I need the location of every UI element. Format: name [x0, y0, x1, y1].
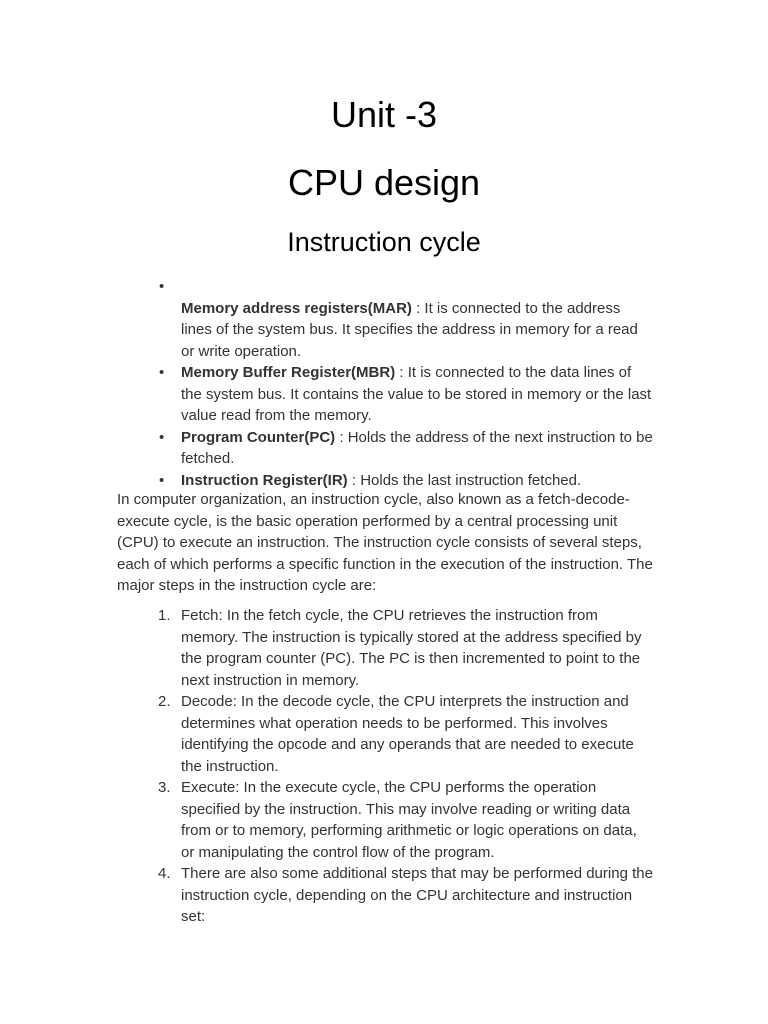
list-item-pc: [181, 427, 653, 470]
register-term: Memory address registers(MAR): [181, 299, 412, 317]
step-number: 1.: [158, 607, 171, 624]
step-number: 4.: [158, 865, 171, 882]
steps-list: [158, 605, 653, 928]
list-item-mar: [181, 298, 653, 363]
register-desc: : It is connected to the address lines of the system bus. It specifies the address in memory for a read or write operation.: [181, 299, 638, 360]
step-text: Execute: In the execute cycle, the CPU performs the operation specified by the instruction. This may involve reading or writing data from or to memory, performing arithmetic or logic operations on data, or manipulating the control flow of the program.: [181, 779, 637, 861]
intro-paragraph: In computer organization, an instruction cycle, also known as a fetch-decode-execute cycle, is the basic operation performed by a central processing unit (CPU) to execute an instruction. The instruction cycle consists of several steps, each of which performs a specific function in the execution of the instruction. The major steps in the instruction cycle are:: [117, 491, 653, 594]
list-item-step: [158, 691, 653, 777]
list-item-ir: [181, 470, 653, 492]
subject-title: CPU design: [287, 162, 481, 203]
step-text: Fetch: In the fetch cycle, the CPU retrieves the instruction from memory. The instruction is typically stored at the address specified by the program counter (PC). The PC is then incremented to point to the next instruction in memory.: [181, 607, 642, 689]
register-desc: : Holds the last instruction fetched.: [347, 471, 582, 489]
register-desc: : Holds the address of the next instruction to be fetched.: [181, 428, 653, 467]
unit-title: Unit -3: [330, 94, 438, 135]
section-title: Instruction cycle: [287, 227, 481, 257]
list-item-empty: [181, 276, 653, 298]
list-item-step: [158, 605, 653, 691]
register-list: [181, 276, 653, 491]
register-desc: : It is connected to the data lines of the system bus. It contains the value to be stored in memory or the last value read from the memory.: [181, 364, 652, 424]
step-text: There are also some additional steps that may be performed during the instruction cycle, depending on the CPU architecture and instruction set:: [181, 865, 653, 925]
register-term: Memory Buffer Register(MBR): [181, 364, 396, 381]
step-number: 2.: [158, 693, 171, 710]
step-number: 3.: [158, 779, 171, 796]
step-text: Decode: In the decode cycle, the CPU interprets the instruction and determines what operation needs to be performed. This involves identifying the opcode and any operands that are needed to execute the instruction.: [181, 693, 634, 775]
list-item-step: [158, 777, 653, 863]
register-term: Program Counter(PC): [181, 428, 336, 446]
register-term: Instruction Register(IR): [181, 471, 348, 489]
list-item-mbr: [181, 362, 653, 427]
list-item-step: [158, 863, 653, 928]
